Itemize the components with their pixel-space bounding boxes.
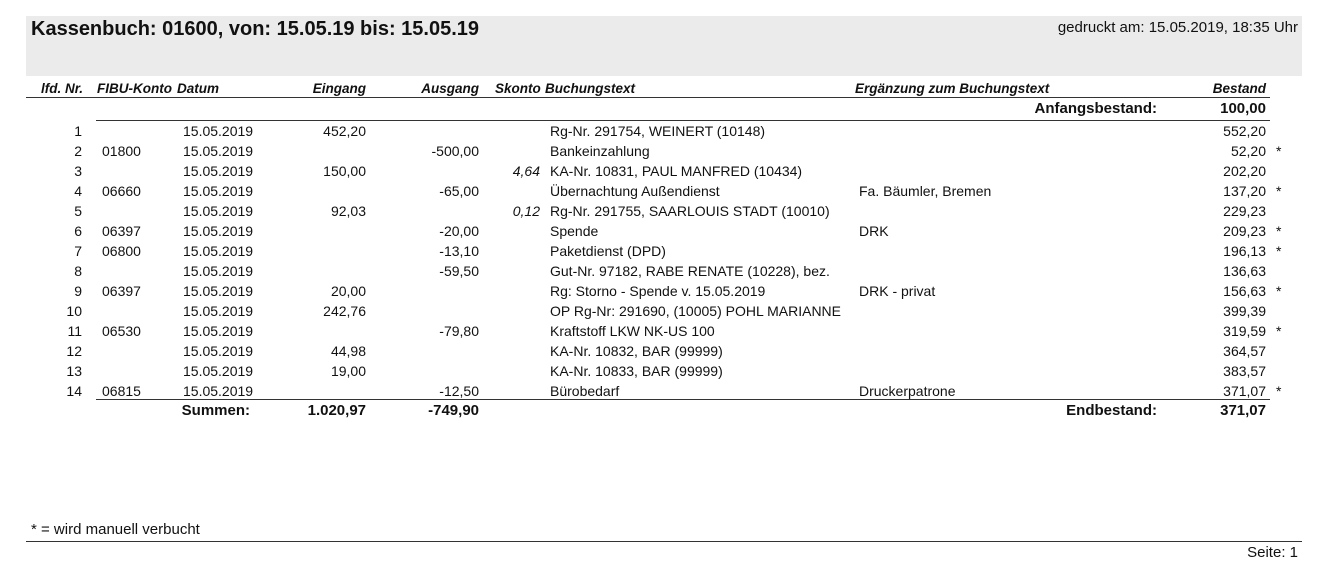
row-bestand: 319,59 bbox=[1223, 323, 1266, 339]
row-eingang: 20,00 bbox=[330, 283, 366, 299]
row-lfd-nr: 6 bbox=[74, 223, 82, 239]
row-eingang: 44,98 bbox=[330, 343, 366, 359]
col-header-datum: Datum bbox=[177, 81, 220, 96]
row-bestand: 383,57 bbox=[1223, 363, 1266, 379]
row-bestand: 209,23 bbox=[1223, 223, 1266, 239]
col-header-buchungstext: Buchungstext bbox=[545, 81, 636, 96]
opening-balance-label: Anfangsbestand: bbox=[1034, 100, 1157, 117]
row-fibu-konto: 06397 bbox=[102, 283, 141, 299]
row-buchungstext: Spende bbox=[550, 223, 599, 239]
row-ausgang: -65,00 bbox=[439, 183, 479, 199]
row-lfd-nr: 1 bbox=[74, 123, 82, 139]
header-rule bbox=[26, 97, 1270, 98]
row-manual-marker: * bbox=[1276, 383, 1282, 399]
row-eingang: 452,20 bbox=[323, 123, 366, 139]
row-bestand: 229,23 bbox=[1223, 203, 1266, 219]
row-bestand: 137,20 bbox=[1223, 183, 1266, 199]
row-datum: 15.05.2019 bbox=[183, 303, 254, 319]
row-buchungstext: OP Rg-Nr: 291690, (10005) POHL MARIANNE bbox=[550, 303, 842, 319]
row-eingang: 19,00 bbox=[330, 363, 366, 379]
row-lfd-nr: 9 bbox=[74, 283, 82, 299]
row-bestand: 136,63 bbox=[1223, 263, 1266, 279]
row-bestand: 364,57 bbox=[1223, 343, 1266, 359]
totals-eingang: 1.020,97 bbox=[307, 402, 366, 419]
row-skonto: 0,12 bbox=[512, 203, 540, 219]
opening-rule bbox=[96, 120, 1270, 121]
row-fibu-konto: 06530 bbox=[102, 323, 141, 339]
row-buchungstext: Rg-Nr. 291754, WEINERT (10148) bbox=[550, 123, 766, 139]
row-datum: 15.05.2019 bbox=[183, 363, 254, 379]
row-buchungstext: Bankeinzahlung bbox=[550, 143, 650, 159]
row-bestand: 156,63 bbox=[1223, 283, 1266, 299]
row-lfd-nr: 4 bbox=[74, 183, 82, 199]
row-datum: 15.05.2019 bbox=[183, 263, 254, 279]
row-eingang: 242,76 bbox=[323, 303, 366, 319]
row-datum: 15.05.2019 bbox=[183, 143, 254, 159]
row-ergaenzung: Fa. Bäumler, Bremen bbox=[859, 183, 992, 199]
row-buchungstext: KA-Nr. 10833, BAR (99999) bbox=[550, 363, 723, 379]
row-fibu-konto: 06800 bbox=[102, 243, 141, 259]
row-lfd-nr: 3 bbox=[74, 163, 82, 179]
page-number: Seite: 1 bbox=[1247, 544, 1298, 561]
row-lfd-nr: 7 bbox=[74, 243, 82, 259]
row-buchungstext: Übernachtung Außendienst bbox=[550, 183, 720, 199]
row-ausgang: -500,00 bbox=[431, 143, 479, 159]
totals-ausgang: -749,90 bbox=[428, 402, 479, 419]
row-ausgang: -20,00 bbox=[439, 223, 479, 239]
totals-label: Summen: bbox=[181, 402, 250, 419]
row-manual-marker: * bbox=[1276, 323, 1282, 339]
end-balance-label: Endbestand: bbox=[1066, 402, 1157, 419]
row-lfd-nr: 10 bbox=[66, 303, 82, 319]
row-eingang: 92,03 bbox=[330, 203, 366, 219]
row-bestand: 52,20 bbox=[1230, 143, 1266, 159]
col-header-fibu-konto: FIBU-Konto bbox=[97, 81, 172, 96]
row-datum: 15.05.2019 bbox=[183, 163, 254, 179]
row-ergaenzung: DRK bbox=[859, 223, 889, 239]
row-skonto: 4,64 bbox=[512, 163, 540, 179]
row-manual-marker: * bbox=[1276, 183, 1282, 199]
totals-rule bbox=[96, 399, 1270, 400]
row-ergaenzung: DRK - privat bbox=[859, 283, 936, 299]
row-datum: 15.05.2019 bbox=[183, 183, 254, 199]
row-eingang: 150,00 bbox=[323, 163, 366, 179]
footer-rule bbox=[26, 541, 1302, 542]
row-manual-marker: * bbox=[1276, 223, 1282, 239]
col-header-ausgang: Ausgang bbox=[421, 81, 479, 96]
report-title: Kassenbuch: 01600, von: 15.05.19 bis: 15.05.19 bbox=[31, 18, 480, 40]
end-balance-value: 371,07 bbox=[1220, 402, 1266, 419]
row-ausgang: -13,10 bbox=[439, 243, 479, 259]
col-header-bestand: Bestand bbox=[1212, 81, 1266, 96]
row-buchungstext: KA-Nr. 10831, PAUL MANFRED (10434) bbox=[550, 163, 803, 179]
row-datum: 15.05.2019 bbox=[183, 383, 254, 399]
col-header-ergaenzung: Ergänzung zum Buchungstext bbox=[855, 81, 1050, 96]
row-lfd-nr: 2 bbox=[74, 143, 82, 159]
col-header-skonto: Skonto bbox=[495, 81, 541, 96]
row-ausgang: -59,50 bbox=[439, 263, 479, 279]
row-ausgang: -12,50 bbox=[439, 383, 479, 399]
row-manual-marker: * bbox=[1276, 283, 1282, 299]
row-manual-marker: * bbox=[1276, 243, 1282, 259]
row-buchungstext: Paketdienst (DPD) bbox=[550, 243, 666, 259]
row-ausgang: -79,80 bbox=[439, 323, 479, 339]
row-bestand: 196,13 bbox=[1223, 243, 1266, 259]
row-datum: 15.05.2019 bbox=[183, 123, 254, 139]
opening-balance-value: 100,00 bbox=[1220, 100, 1266, 117]
row-lfd-nr: 14 bbox=[66, 383, 82, 399]
row-fibu-konto: 06660 bbox=[102, 183, 141, 199]
row-lfd-nr: 11 bbox=[67, 323, 82, 339]
row-fibu-konto: 06397 bbox=[102, 223, 141, 239]
row-buchungstext: Gut-Nr. 97182, RABE RENATE (10228), bez. bbox=[550, 263, 830, 279]
row-datum: 15.05.2019 bbox=[183, 283, 254, 299]
row-buchungstext: Rg-Nr. 291755, SAARLOUIS STADT (10010) bbox=[550, 203, 830, 219]
row-datum: 15.05.2019 bbox=[183, 323, 254, 339]
row-datum: 15.05.2019 bbox=[183, 223, 254, 239]
row-fibu-konto: 01800 bbox=[102, 143, 141, 159]
row-lfd-nr: 12 bbox=[66, 343, 82, 359]
row-lfd-nr: 5 bbox=[74, 203, 82, 219]
row-datum: 15.05.2019 bbox=[183, 343, 254, 359]
row-lfd-nr: 13 bbox=[66, 363, 82, 379]
col-header-eingang: Eingang bbox=[312, 81, 366, 96]
row-fibu-konto: 06815 bbox=[102, 383, 141, 399]
row-bestand: 371,07 bbox=[1223, 383, 1266, 399]
row-buchungstext: Bürobedarf bbox=[550, 383, 620, 399]
row-buchungstext: Kraftstoff LKW NK-US 100 bbox=[550, 323, 715, 339]
row-manual-marker: * bbox=[1276, 143, 1282, 159]
row-lfd-nr: 8 bbox=[74, 263, 82, 279]
row-datum: 15.05.2019 bbox=[183, 203, 254, 219]
row-buchungstext: KA-Nr. 10832, BAR (99999) bbox=[550, 343, 723, 359]
row-datum: 15.05.2019 bbox=[183, 243, 254, 259]
row-bestand: 399,39 bbox=[1223, 303, 1266, 319]
footnote: * = wird manuell verbucht bbox=[31, 521, 200, 538]
row-ergaenzung: Druckerpatrone bbox=[859, 383, 956, 399]
row-bestand: 552,20 bbox=[1223, 123, 1266, 139]
row-bestand: 202,20 bbox=[1223, 163, 1266, 179]
col-header-lfd-nr: lfd. Nr. bbox=[41, 81, 84, 96]
row-buchungstext: Rg: Storno - Spende v. 15.05.2019 bbox=[550, 283, 766, 299]
print-timestamp: gedruckt am: 15.05.2019, 18:35 Uhr bbox=[1057, 19, 1298, 36]
